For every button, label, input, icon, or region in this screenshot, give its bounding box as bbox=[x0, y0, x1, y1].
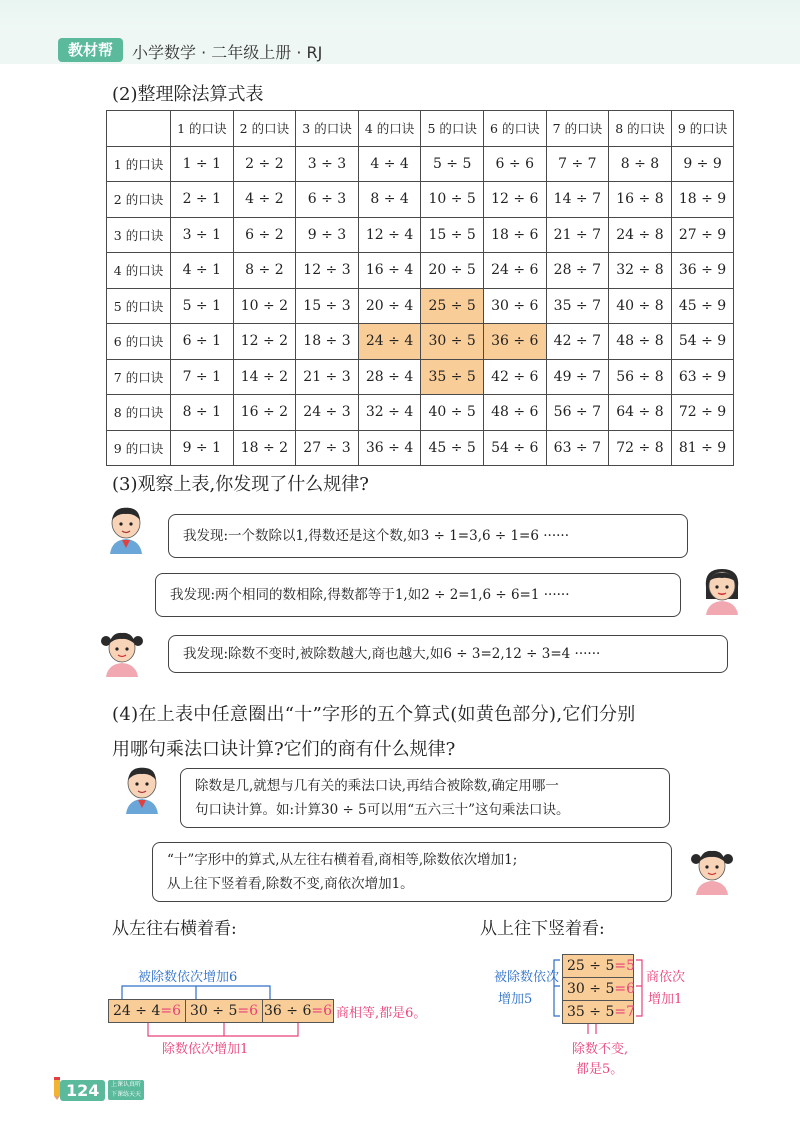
table-cell: 8 ÷ 1 bbox=[171, 395, 234, 431]
vertical-expression: 35 ÷ 5=7 bbox=[567, 1004, 635, 1020]
division-table bbox=[106, 110, 734, 466]
table-cell: 56 ÷ 7 bbox=[546, 395, 609, 431]
table-cell: 54 ÷ 6 bbox=[483, 430, 546, 466]
footer-tag-line: 下课练天天 bbox=[110, 1091, 141, 1098]
table-cell: 6 ÷ 6 bbox=[483, 146, 546, 182]
table-cell: 9 ÷ 3 bbox=[296, 217, 359, 253]
vertical-expression: 25 ÷ 5=5 bbox=[563, 955, 633, 978]
table-cell: 7 ÷ 7 bbox=[546, 146, 609, 182]
page-number: 124 bbox=[60, 1080, 105, 1101]
bubble-line: 我发现:一个数除以1,得数还是这个数,如3 ÷ 1=3,6 ÷ 1=6 ······ bbox=[183, 528, 569, 544]
footer-tag-line: 上课认真听 bbox=[110, 1081, 141, 1088]
divisor-constant-label-2: 都是5。 bbox=[576, 1062, 624, 1077]
table-cell: 56 ÷ 8 bbox=[609, 359, 672, 395]
table-cell: 20 ÷ 5 bbox=[421, 253, 484, 289]
horizontal-expression: 24 ÷ 4=6 bbox=[109, 1000, 186, 1022]
table-cell: 18 ÷ 3 bbox=[296, 324, 359, 360]
girl-avatar-icon bbox=[700, 565, 744, 615]
table-cell: 10 ÷ 2 bbox=[233, 288, 296, 324]
table-cell-highlighted: 36 ÷ 6 bbox=[483, 324, 546, 360]
speech-bubble-3 bbox=[168, 635, 728, 673]
table-row bbox=[107, 288, 734, 324]
table-cell: 63 ÷ 9 bbox=[671, 359, 734, 395]
table-cell: 16 ÷ 8 bbox=[609, 182, 672, 218]
table-cell: 28 ÷ 4 bbox=[358, 359, 421, 395]
table-row bbox=[107, 324, 734, 360]
table-row bbox=[107, 182, 734, 218]
table-row bbox=[107, 395, 734, 431]
table-cell: 48 ÷ 6 bbox=[483, 395, 546, 431]
col-header: 9 的口诀 bbox=[671, 111, 734, 147]
table-cell: 8 ÷ 4 bbox=[358, 182, 421, 218]
table-cell: 16 ÷ 4 bbox=[358, 253, 421, 289]
bubble-line: 我发现:两个相同的数相除,得数都等于1,如2 ÷ 2=1,6 ÷ 6=1 ······ bbox=[170, 587, 570, 603]
bubble-line: 除数是几,就想与几有关的乘法口诀,再结合被除数,确定用哪一 bbox=[195, 778, 559, 794]
table-cell: 18 ÷ 6 bbox=[483, 217, 546, 253]
table-cell: 36 ÷ 9 bbox=[671, 253, 734, 289]
table-cell: 18 ÷ 2 bbox=[233, 430, 296, 466]
table-cell: 24 ÷ 6 bbox=[483, 253, 546, 289]
bubble-line: 从上往下竖着看,除数不变,商依次增加1。 bbox=[167, 876, 414, 892]
col-header: 4 的口诀 bbox=[358, 111, 421, 147]
horizontal-expression: 30 ÷ 5=6 bbox=[186, 1000, 263, 1022]
table-cell: 12 ÷ 6 bbox=[483, 182, 546, 218]
row-header: 8 的口诀 bbox=[107, 395, 171, 431]
dividend-increase-label-2: 增加5 bbox=[498, 992, 533, 1007]
table-cell: 3 ÷ 1 bbox=[171, 217, 234, 253]
table-cell: 15 ÷ 3 bbox=[296, 288, 359, 324]
section4-question-line2: 用哪句乘法口诀计算?它们的商有什么规律? bbox=[112, 739, 456, 760]
table-cell: 14 ÷ 7 bbox=[546, 182, 609, 218]
table-row bbox=[107, 217, 734, 253]
table-cell: 36 ÷ 4 bbox=[358, 430, 421, 466]
table-cell: 24 ÷ 8 bbox=[609, 217, 672, 253]
table-cell-highlighted: 30 ÷ 5 bbox=[421, 324, 484, 360]
table-cell: 35 ÷ 7 bbox=[546, 288, 609, 324]
table-cell: 32 ÷ 8 bbox=[609, 253, 672, 289]
table-cell: 42 ÷ 6 bbox=[483, 359, 546, 395]
girl-pigtails-avatar-icon bbox=[100, 627, 144, 677]
vertical-view-title: 从上往下竖着看: bbox=[480, 919, 605, 939]
table-cell: 3 ÷ 3 bbox=[296, 146, 359, 182]
speech-bubble-5 bbox=[152, 842, 672, 902]
table-cell: 16 ÷ 2 bbox=[233, 395, 296, 431]
vertical-expression-stack bbox=[562, 954, 634, 1024]
table-cell: 18 ÷ 9 bbox=[671, 182, 734, 218]
col-header: 8 的口诀 bbox=[609, 111, 672, 147]
dividend-increase-label-1: 被除数依次 bbox=[494, 970, 560, 985]
table-cell: 28 ÷ 7 bbox=[546, 253, 609, 289]
table-cell: 48 ÷ 8 bbox=[609, 324, 672, 360]
table-cell: 45 ÷ 9 bbox=[671, 288, 734, 324]
table-cell: 54 ÷ 9 bbox=[671, 324, 734, 360]
boy-avatar-icon bbox=[104, 504, 148, 554]
quotient-increase-label-1: 商依次 bbox=[646, 970, 686, 985]
col-header: 5 的口诀 bbox=[421, 111, 484, 147]
horizontal-expression: 36 ÷ 6=6 bbox=[264, 1003, 332, 1019]
table-cell: 30 ÷ 6 bbox=[483, 288, 546, 324]
table-cell: 7 ÷ 1 bbox=[171, 359, 234, 395]
bubble-line: 我发现:除数不变时,被除数越大,商也越大,如6 ÷ 3=2,12 ÷ 3=4 ······ bbox=[183, 646, 601, 662]
table-cell: 8 ÷ 2 bbox=[233, 253, 296, 289]
table-cell: 20 ÷ 4 bbox=[358, 288, 421, 324]
col-header: 2 的口诀 bbox=[233, 111, 296, 147]
table-cell: 14 ÷ 2 bbox=[233, 359, 296, 395]
table-cell: 72 ÷ 9 bbox=[671, 395, 734, 431]
table-cell: 15 ÷ 5 bbox=[421, 217, 484, 253]
col-header: 3 的口诀 bbox=[296, 111, 359, 147]
table-cell: 2 ÷ 2 bbox=[233, 146, 296, 182]
table-cell: 27 ÷ 3 bbox=[296, 430, 359, 466]
table-cell: 9 ÷ 1 bbox=[171, 430, 234, 466]
book-title: 小学数学 · 二年级上册 · RJ bbox=[132, 43, 323, 62]
table-cell-highlighted: 25 ÷ 5 bbox=[421, 288, 484, 324]
table-cell: 45 ÷ 5 bbox=[421, 430, 484, 466]
table-cell: 32 ÷ 4 bbox=[358, 395, 421, 431]
speech-bubble-4 bbox=[180, 768, 670, 828]
table-cell: 9 ÷ 9 bbox=[671, 146, 734, 182]
girl-pigtails-avatar-icon bbox=[690, 845, 734, 895]
brand-badge: 教材帮 bbox=[58, 38, 123, 62]
table-cell: 2 ÷ 1 bbox=[171, 182, 234, 218]
table-corner bbox=[107, 111, 171, 147]
table-cell-highlighted: 24 ÷ 4 bbox=[358, 324, 421, 360]
table-cell: 81 ÷ 9 bbox=[671, 430, 734, 466]
quotient-equal-label: 商相等,都是6。 bbox=[336, 1006, 427, 1021]
table-cell: 21 ÷ 7 bbox=[546, 217, 609, 253]
table-cell: 4 ÷ 1 bbox=[171, 253, 234, 289]
table-cell: 24 ÷ 3 bbox=[296, 395, 359, 431]
section3-title: (3)观察上表,你发现了什么规律? bbox=[112, 474, 369, 495]
row-header: 7 的口诀 bbox=[107, 359, 171, 395]
row-header: 1 的口诀 bbox=[107, 146, 171, 182]
row-header: 3 的口诀 bbox=[107, 217, 171, 253]
section2-title: (2)整理除法算式表 bbox=[112, 84, 264, 105]
table-cell-highlighted: 35 ÷ 5 bbox=[421, 359, 484, 395]
table-cell: 21 ÷ 3 bbox=[296, 359, 359, 395]
table-cell: 8 ÷ 8 bbox=[609, 146, 672, 182]
table-cell: 49 ÷ 7 bbox=[546, 359, 609, 395]
table-cell: 12 ÷ 4 bbox=[358, 217, 421, 253]
table-cell: 6 ÷ 1 bbox=[171, 324, 234, 360]
bubble-line: “十”字形中的算式,从左往右横着看,商相等,除数依次增加1; bbox=[167, 852, 518, 868]
bubble-line: 句口诀计算。如:计算30 ÷ 5可以用“五六三十”这句乘法口诀。 bbox=[195, 802, 570, 818]
footer-tag bbox=[108, 1080, 144, 1100]
table-cell: 12 ÷ 3 bbox=[296, 253, 359, 289]
table-row bbox=[107, 430, 734, 466]
quotient-increase-label-2: 增加1 bbox=[648, 992, 683, 1007]
col-header: 6 的口诀 bbox=[483, 111, 546, 147]
row-header: 2 的口诀 bbox=[107, 182, 171, 218]
table-cell: 1 ÷ 1 bbox=[171, 146, 234, 182]
row-header: 9 的口诀 bbox=[107, 430, 171, 466]
vertical-expression: 30 ÷ 5=6 bbox=[563, 978, 633, 1001]
row-header: 4 的口诀 bbox=[107, 253, 171, 289]
table-row bbox=[107, 253, 734, 289]
table-cell: 40 ÷ 5 bbox=[421, 395, 484, 431]
table-cell: 5 ÷ 1 bbox=[171, 288, 234, 324]
table-row bbox=[107, 146, 734, 182]
table-cell: 64 ÷ 8 bbox=[609, 395, 672, 431]
horizontal-view-title: 从左往右横着看: bbox=[112, 919, 237, 939]
section4-question-line1: (4)在上表中任意圈出“十”字形的五个算式(如黄色部分),它们分别 bbox=[112, 704, 636, 725]
table-cell: 27 ÷ 9 bbox=[671, 217, 734, 253]
table-header-row bbox=[107, 111, 734, 147]
boy-avatar-icon bbox=[120, 764, 164, 814]
table-cell: 10 ÷ 5 bbox=[421, 182, 484, 218]
dividend-increase-label: 被除数依次增加6 bbox=[138, 970, 238, 985]
col-header: 7 的口诀 bbox=[546, 111, 609, 147]
table-cell: 6 ÷ 3 bbox=[296, 182, 359, 218]
table-cell: 12 ÷ 2 bbox=[233, 324, 296, 360]
table-row bbox=[107, 359, 734, 395]
horizontal-expression-strip bbox=[108, 999, 334, 1023]
table-cell: 4 ÷ 2 bbox=[233, 182, 296, 218]
table-cell: 72 ÷ 8 bbox=[609, 430, 672, 466]
table-cell: 4 ÷ 4 bbox=[358, 146, 421, 182]
col-header: 1 的口诀 bbox=[171, 111, 234, 147]
speech-bubble-2 bbox=[155, 573, 681, 617]
speech-bubble-1 bbox=[168, 514, 688, 558]
table-cell: 63 ÷ 7 bbox=[546, 430, 609, 466]
divisor-constant-label-1: 除数不变, bbox=[572, 1042, 629, 1057]
table-cell: 5 ÷ 5 bbox=[421, 146, 484, 182]
divisor-increase-label: 除数依次增加1 bbox=[162, 1042, 249, 1057]
row-header: 5 的口诀 bbox=[107, 288, 171, 324]
table-cell: 6 ÷ 2 bbox=[233, 217, 296, 253]
row-header: 6 的口诀 bbox=[107, 324, 171, 360]
table-cell: 42 ÷ 7 bbox=[546, 324, 609, 360]
table-cell: 40 ÷ 8 bbox=[609, 288, 672, 324]
